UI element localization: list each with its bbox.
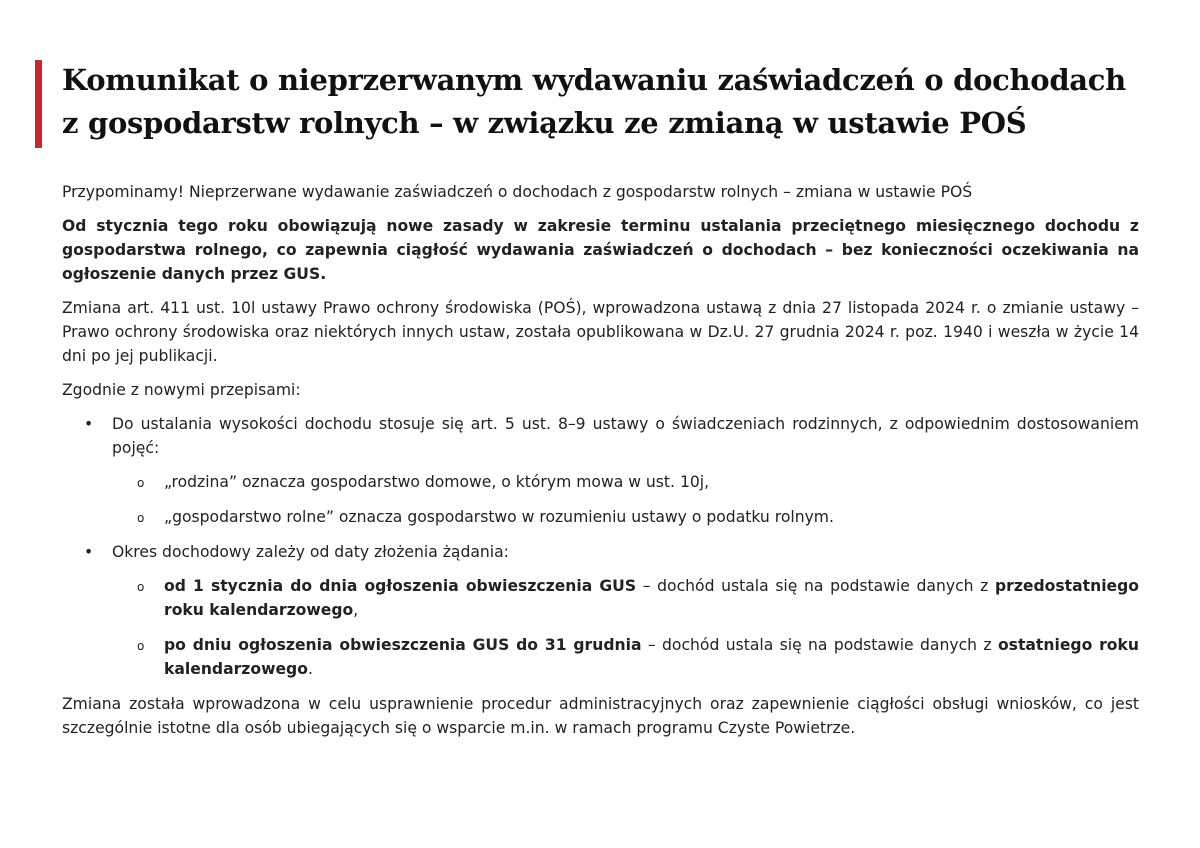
sub-list-item (112, 470, 1139, 494)
period-year: przedostatniego roku kalendarzowego (164, 577, 1139, 619)
sub-list-item-text: „gospodarstwo rolne” oznacza gospodarstwo w rozumieniu ustawy o podatku rolnym. (164, 508, 834, 526)
punctuation: , (353, 601, 359, 619)
title-accent-bar (35, 60, 42, 148)
bullet-circle-icon: o (137, 476, 145, 490)
punctuation: . (307, 660, 313, 678)
sub-list-item (112, 505, 1139, 529)
bullet-dot-icon: • (84, 415, 94, 433)
change-paragraph: Zmiana art. 411 ust. 10l ustawy Prawo ochrony środowiska (POŚ), wprowadzona ustawą z dnia 27 listopada 2024 r. o zmianie ustawy – Prawo ochrony środowiska oraz niektórych innych ustaw, została opublikowana w Dz.U. 27 grudnia 2024 r. poz. 1940 i weszła w życie 14 dni po jej publikacji. (62, 299, 1139, 365)
period-description: – dochód ustala się na podstawie danych z (636, 577, 995, 595)
sub-list (112, 470, 1139, 529)
sub-list-item (112, 574, 1139, 622)
document-body (62, 180, 1139, 750)
title-line-1: Komunikat o nieprzerwanym wydawaniu zaświadczeń o dochodach (62, 63, 1126, 97)
period-label: od 1 stycznia do dnia ogłoszenia obwieszczenia GUS (164, 577, 637, 595)
period-label: po dniu ogłoszenia obwieszczenia GUS do 31 grudnia (164, 636, 642, 654)
title-line-2: z gospodarstw rolnych – w związku ze zmianą w ustawie POŚ (62, 106, 1027, 140)
closing-paragraph: Zmiana została wprowadzona w celu usprawnienie procedur administracyjnych oraz zapewnienie ciągłości obsługi wniosków, co jest szczególnie istotne dla osób ubiegających się o wsparcie m.in. w ramach programu Czyste Powietrze. (62, 695, 1139, 737)
list-item (62, 540, 1139, 681)
page-title (62, 59, 1162, 145)
sub-list-item-text: „rodzina” oznacza gospodarstwo domowe, o którym mowa w ust. 10j, (164, 473, 710, 491)
bullet-circle-icon: o (137, 580, 145, 594)
bullet-circle-icon: o (137, 639, 145, 653)
period-year: ostatniego roku kalendarzowego (164, 636, 1139, 678)
lead-paragraph: Od stycznia tego roku obowiązują nowe zasady w zakresie terminu ustalania przeciętnego miesięcznego dochodu z gospodarstwa rolnego, co zapewnia ciągłość wydawania zaświadczeń o dochodach – bez konieczności oczekiwania na ogłoszenie danych przez GUS. (62, 217, 1139, 283)
sub-list (112, 574, 1139, 681)
rules-list (62, 412, 1139, 681)
bullet-dot-icon: • (84, 543, 94, 561)
list-item (62, 412, 1139, 529)
bullet-circle-icon: o (137, 511, 145, 525)
sub-list-item (112, 633, 1139, 681)
list-item-text: Do ustalania wysokości dochodu stosuje się art. 5 ust. 8–9 ustawy o świadczeniach rodzinnych, z odpowiednim dostosowaniem pojęć: (112, 415, 1139, 457)
rules-intro: Zgodnie z nowymi przepisami: (62, 381, 301, 399)
list-item-text: Okres dochodowy zależy od daty złożenia żądania: (112, 543, 509, 561)
intro-paragraph: Przypominamy! Nieprzerwane wydawanie zaświadczeń o dochodach z gospodarstw rolnych – zmiana w ustawie POŚ (62, 183, 973, 201)
period-description: – dochód ustala się na podstawie danych z (641, 636, 998, 654)
